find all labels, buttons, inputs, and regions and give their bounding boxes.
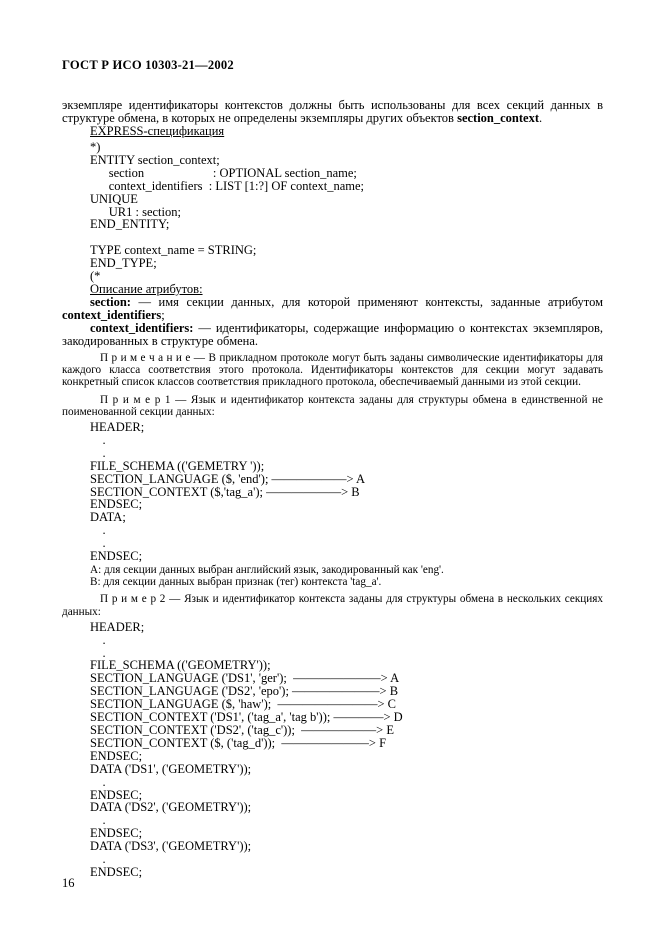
code-line: FILE_SCHEMA (('GEMETRY ')); [90, 458, 265, 473]
code-line: DATA ('DS2', ('GEOMETRY')); [90, 800, 252, 815]
attribute-definition-section [62, 296, 603, 322]
code-line: . [90, 813, 106, 828]
code-line: ENDSEC; [90, 497, 143, 512]
intro-text: экземпляре идентификаторы контекстов должны быть использованы для всех секций данных в структуре обмена, в которых не определены экземпляры других объектов [62, 98, 603, 125]
code-line: . [90, 523, 106, 538]
code-line: SECTION_LANGUAGE ($, 'end'); ——————> A [90, 471, 366, 486]
code-line: SECTION_CONTEXT ($,'tag_a'); ——————> B [90, 484, 360, 499]
code-line: SECTION_LANGUAGE ($, 'haw'); ————————> C [90, 697, 396, 712]
example1-notes [62, 564, 603, 588]
code-line: HEADER; [90, 419, 145, 434]
code-line: . [90, 632, 106, 647]
attribute-text: — имя секции данных, для которой применяют контексты, заданные атрибутом [130, 294, 603, 309]
example1-intro [62, 394, 603, 418]
attribute-term-inline: context_identifiers [62, 307, 162, 322]
example2-intro [62, 593, 603, 617]
code-line: END_ENTITY; [90, 217, 170, 232]
express-code-block [62, 141, 603, 283]
note-paragraph [62, 352, 603, 389]
code-line: *) [90, 140, 101, 154]
code-line: ENDSEC; [90, 787, 143, 802]
note-text: В прикладном протоколе могут быть заданы символические идентификаторы для каждого класса соответствия этого протокола. Идентификаторы контекстов для секции могут задавать конкретный список классов соответствия прикладного протокола, обеспечиваемый данными из этой секции. [62, 351, 603, 389]
attributes-heading: Описание атрибутов: [90, 281, 203, 296]
code-line: FILE_SCHEMA (('GEOMETRY')); [90, 658, 271, 673]
code-line: END_TYPE; [90, 256, 157, 271]
attribute-term: context_identifiers: [90, 320, 194, 335]
note-label: П р и м е ч а н и е — [100, 351, 209, 364]
code-line: UNIQUE [90, 191, 138, 206]
doc-header: ГОСТ Р ИСО 10303-21—2002 [62, 58, 234, 72]
code-line: HEADER; [90, 619, 145, 634]
code-line: A: для секции данных выбран английский язык, закодированный как 'eng'. [90, 563, 444, 576]
code-line: DATA; [90, 510, 126, 525]
example1-text: Язык и идентификатор контекста заданы для структуры обмена в единственной не поименованной секции данных: [62, 393, 603, 418]
code-line: ENDSEC; [90, 748, 143, 763]
code-line: . [90, 432, 106, 447]
code-line: . [90, 645, 106, 660]
code-line: (* [90, 269, 101, 284]
code-line: ENDSEC; [90, 826, 143, 841]
code-line: ENDSEC; [90, 864, 143, 879]
code-line: DATA ('DS1', ('GEOMETRY')); [90, 761, 252, 776]
code-line: TYPE context_name = STRING; [90, 243, 257, 258]
example1-label: П р и м е р 1 — [100, 393, 191, 406]
example1-code-block [62, 421, 603, 563]
intro-paragraph [62, 99, 603, 125]
intro-tail: . [539, 111, 543, 125]
code-line: ENDSEC; [90, 549, 143, 564]
page-content [62, 99, 603, 879]
attribute-definition-context-identifiers [62, 322, 603, 348]
express-heading: EXPRESS-спецификация [90, 124, 225, 138]
code-line: SECTION_LANGUAGE ('DS2', 'epo'); ———————> B [90, 684, 399, 699]
code-line: SECTION_CONTEXT ($, ('tag_d')); ———————> F [90, 735, 387, 750]
code-line: SECTION_CONTEXT ('DS2', ('tag_c')); ——————> E [90, 723, 394, 738]
code-line: . [90, 445, 106, 460]
page-number: 16 [62, 876, 75, 890]
code-line: section : OPTIONAL section_name; [90, 165, 357, 180]
code-line: . [90, 536, 106, 551]
code-line: SECTION_LANGUAGE ('DS1', 'ger'); ———————> A [90, 671, 400, 686]
attribute-term: section: [90, 294, 131, 309]
code-line: context_identifiers : LIST [1:?] OF context_name; [90, 178, 365, 193]
example2-label: П р и м е р 2 — [100, 593, 185, 606]
attribute-text: — идентификаторы, содержащие информацию о контекстах экземпляров, закодированных в структуре обмена. [62, 320, 603, 348]
code-line: UR1 : section; [90, 204, 181, 219]
example2-code-block [62, 621, 603, 879]
code-line: ENTITY section_context; [90, 152, 220, 167]
code-line: . [90, 852, 106, 867]
code-line: B: для секции данных выбран признак (тег) контекста 'tag_a'. [90, 576, 382, 589]
code-line: DATA ('DS3', ('GEOMETRY')); [90, 839, 252, 854]
example2-text: Язык и идентификатор контекста заданы для структуры обмена в нескольких секциях данных: [62, 593, 603, 618]
code-line: . [90, 774, 106, 789]
intro-bold-term: section_context [457, 111, 539, 125]
attribute-tail: ; [161, 307, 165, 322]
code-line: SECTION_CONTEXT ('DS1', ('tag_a', 'tag b')); ————> D [90, 710, 403, 725]
